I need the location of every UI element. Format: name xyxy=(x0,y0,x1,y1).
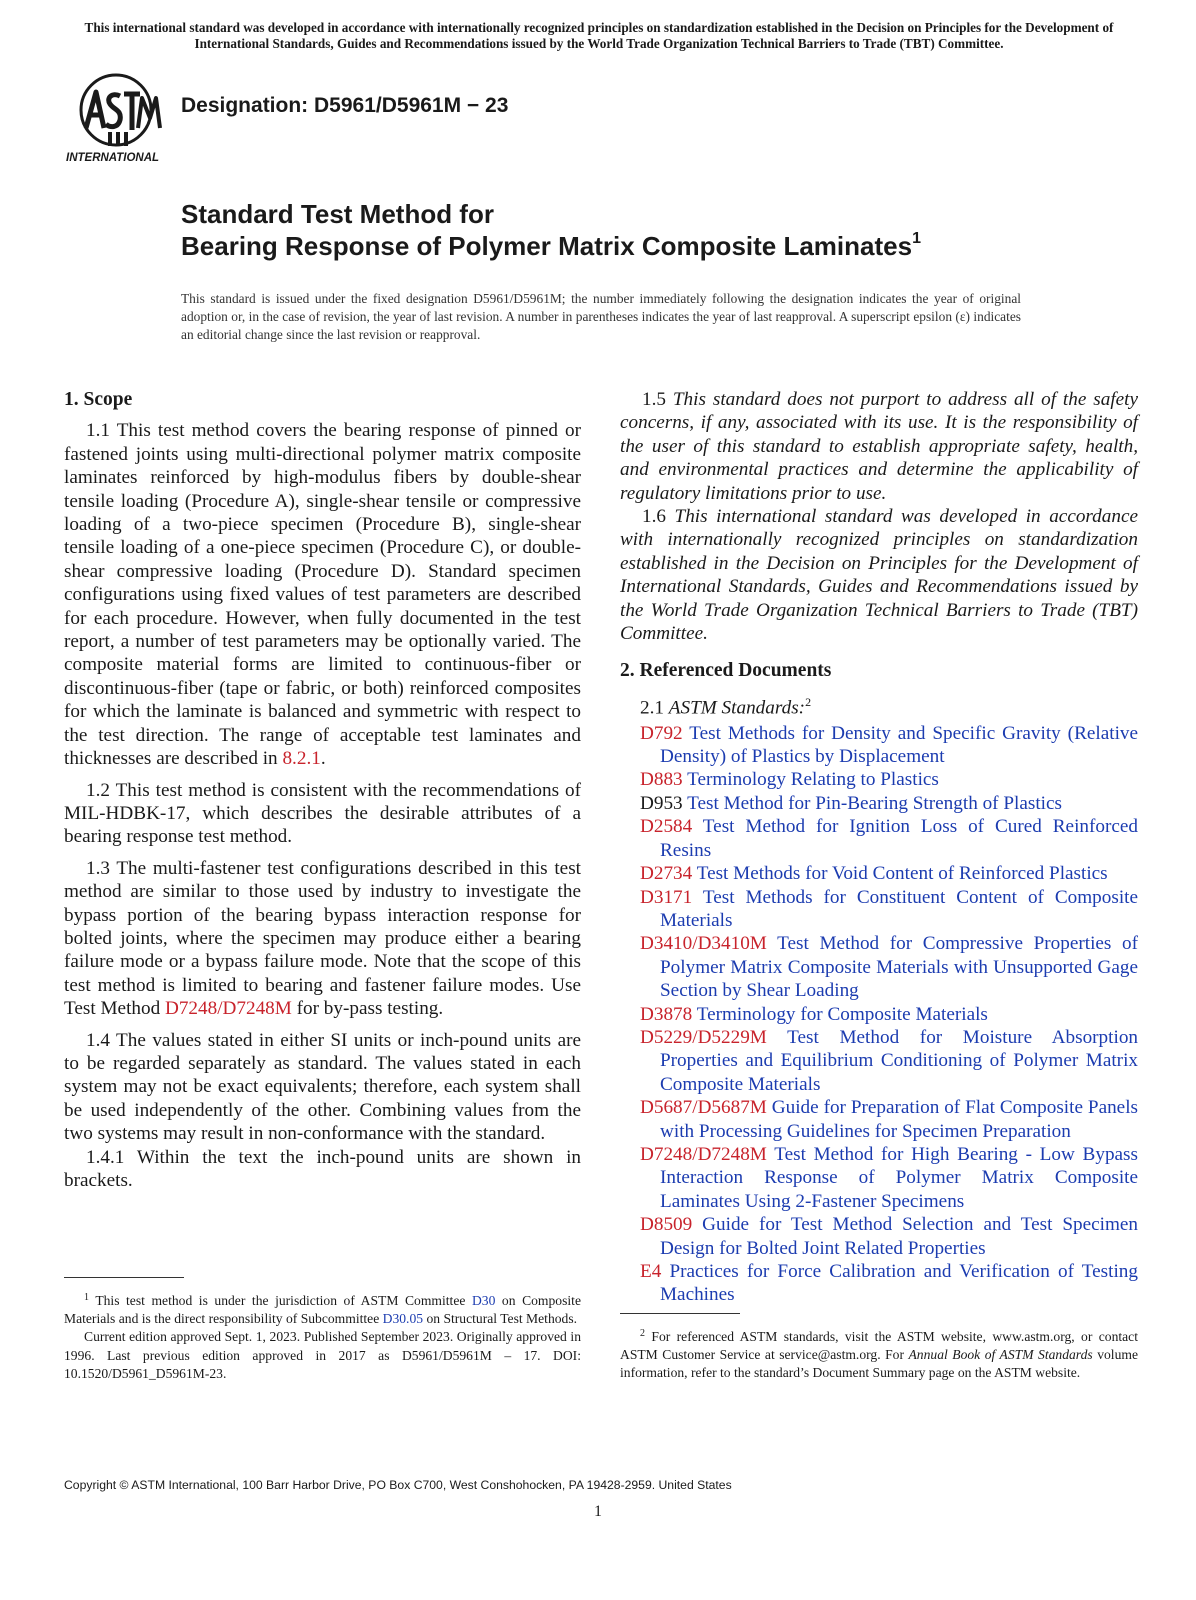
section-heading-scope: 1. Scope xyxy=(64,389,133,410)
footnote-2-marker: 2 xyxy=(640,1328,645,1339)
reference-title[interactable]: Test Method for High Bearing - Low Bypass Interaction Response of Polymer Matrix Composite Laminates Using 2-Fastener Specimens xyxy=(660,1143,1138,1212)
subheading-number: 2.1 xyxy=(640,697,669,719)
reference-code[interactable]: D3878 xyxy=(640,1003,693,1025)
reference-item[interactable] xyxy=(620,722,1138,769)
paragraph-1-5-number: 1.5 xyxy=(642,389,673,410)
title-footnote-marker: 1 xyxy=(912,230,921,247)
reference-item[interactable] xyxy=(620,1096,1138,1143)
reference-code[interactable]: D2734 xyxy=(640,863,693,885)
section-link-8-2-1[interactable]: 8.2.1 xyxy=(282,748,321,770)
footnote-divider xyxy=(64,1277,184,1278)
reference-code[interactable]: D5229/D5229M xyxy=(640,1026,767,1048)
footnote-1 xyxy=(64,1277,581,1383)
reference-title[interactable]: Test Methods for Density and Specific Gravity (Relative Density) of Plastics by Displacement xyxy=(660,722,1139,768)
logo-subtext: INTERNATIONAL xyxy=(66,152,160,164)
reference-code[interactable]: D5687/D5687M xyxy=(640,1097,767,1119)
reference-code[interactable]: E4 xyxy=(640,1261,662,1283)
title-line-2 xyxy=(181,230,1081,262)
reference-item[interactable] xyxy=(620,1026,1138,1096)
reference-code[interactable]: D2584 xyxy=(640,816,693,838)
wto-notice: This international standard was developed in accordance with internationally recognized principles on standardization established in the Decision on Principles for the Development of International Standards, Guides and Recommendations issued by the World Trade Organization Technical Barriers to Trade (TBT) Committee. xyxy=(84,20,1114,51)
reference-title[interactable]: Test Methods for Void Content of Reinforced Plastics xyxy=(696,863,1108,885)
footnote-1-text-c: on Structural Test Methods. xyxy=(423,1311,578,1327)
paragraph-1-1-end: . xyxy=(320,748,326,770)
reference-item[interactable] xyxy=(620,886,1138,933)
reference-title[interactable]: Terminology for Composite Materials xyxy=(696,1003,988,1025)
paragraph-1-4-1: 1.4.1 Within the text the inch-pound units are shown in brackets. xyxy=(64,1146,581,1191)
title-line-2-text: Bearing Response of Polymer Matrix Composite Laminates xyxy=(181,231,913,261)
footnote-1-text xyxy=(64,1292,581,1328)
designation: Designation: D5961/D5961M − 23 xyxy=(181,94,509,117)
paragraph-1-3-text-b: for by-pass testing. xyxy=(291,998,444,1020)
reference-title[interactable]: Guide for Preparation of Flat Composite Panels with Processing Guidelines for Specimen Preparation xyxy=(660,1097,1138,1142)
reference-title[interactable]: Test Method for Moisture Absorption Properties and Equilibrium Conditioning of Polymer Matrix Composite Materials xyxy=(660,1026,1139,1095)
reference-code[interactable]: D3410/D3410M xyxy=(640,933,767,955)
reference-list xyxy=(620,722,1138,1307)
footnote-2-text-a: For referenced ASTM standards, visit the ASTM website, www.astm.org, or contact ASTM Customer Service at service@astm.org. For xyxy=(620,1329,1138,1363)
reference-code[interactable]: D7248/D7248M xyxy=(640,1143,767,1165)
footnote-2 xyxy=(620,1313,1138,1383)
issue-note: This standard is issued under the fixed designation D5961/D5961M; the number immediately following the designation indicates the year of original adoption or, in the case of revision, the year of last revision. A number in parentheses indicates the year of last reapproval. A superscript epsilon (ε) indicates an editorial change since the last revision or reapproval. xyxy=(181,291,1021,342)
reference-code[interactable]: D792 xyxy=(640,722,683,744)
reference-item[interactable] xyxy=(620,768,1138,791)
footnote-2-text-b: volume information, refer to the standard’s Document Summary page on the ASTM website. xyxy=(620,1347,1138,1381)
reference-code: D953 xyxy=(640,792,683,814)
standard-link-d7248[interactable]: D7248/D7248M xyxy=(164,998,292,1020)
section-heading-referenced-documents: 2. Referenced Documents xyxy=(620,660,832,682)
reference-item[interactable] xyxy=(620,792,1138,815)
paragraph-1-5-text: This standard does not purport to address all of the safety concerns, if any, associated with its use. It is the responsibility of the user of this standard to establish appropriate safety, health, and environmental practices and determine the applicability of regulatory limitations prior to use. xyxy=(620,389,1139,504)
reference-title[interactable]: Test Method for Compressive Properties of Polymer Matrix Composite Materials with Unsupported Gage Section by Shear Loading xyxy=(660,933,1138,1002)
right-column xyxy=(620,388,1138,1307)
left-column xyxy=(64,388,581,1200)
paragraph-1-3 xyxy=(64,857,581,1021)
paragraph-1-6-text: This international standard was developed in accordance with internationally recognized principles on standardization established in the Decision on Principles for the Development of International Standards, Guides and Recommendations issued by the World Trade Organization Technical Barriers to Trade (TBT) Committee. xyxy=(620,506,1138,645)
paragraph-1-1-text: 1.1 This test method covers the bearing response of pinned or fastened joints using multi-directional polymer matrix composite laminates reinforced by high-modulus fibers by double-shear tensile loading (Procedure A), single-shear tensile or compressive loading of a two-piece specimen (Procedure B), single-shear tensile loading of a one-piece specimen (Procedure C), or double-shear compressive loading (Procedure D). Standard specimen configurations using fixed values of test parameters are described for each procedure. However, when fully documented in the test report, a number of test parameters may be optionally varied. The composite material forms are limited to continuous-fiber or discontinuous-fiber (tape or fabric, or both) reinforced composites for which the laminate is balanced and symmetric with respect to the test direction. The range of acceptable test laminates and thicknesses are described in xyxy=(64,420,581,770)
paragraph-1-6-number: 1.6 xyxy=(642,506,675,528)
reference-code[interactable]: D8509 xyxy=(640,1214,693,1236)
astm-standards-subheading xyxy=(620,691,1138,720)
paragraph-1-2: 1.2 This test method is consistent with the recommendations of MIL-HDBK-17, which describes the desirable attributes of a bearing response test method. xyxy=(64,779,581,848)
paragraph-1-6 xyxy=(620,505,1138,645)
reference-item[interactable] xyxy=(620,1260,1138,1307)
reference-title[interactable]: Test Method for Ignition Loss of Cured Reinforced Resins xyxy=(660,816,1139,861)
footnote-1-text-b: on Composite Materials and is the direct responsibility of Subcommittee xyxy=(64,1293,581,1327)
footnote-1-marker: 1 xyxy=(84,1292,89,1303)
paragraph-1-1 xyxy=(64,419,581,770)
subheading-label: ASTM Standards: xyxy=(668,697,806,719)
subheading-footnote-marker: 2 xyxy=(805,694,812,709)
reference-title[interactable]: Test Methods for Constituent Content of Composite Materials xyxy=(660,886,1139,931)
reference-item[interactable] xyxy=(620,1213,1138,1260)
paragraph-1-5 xyxy=(620,388,1138,505)
footnote-2-text xyxy=(620,1328,1138,1383)
reference-title[interactable]: Guide for Test Method Selection and Test Specimen Design for Bolted Joint Related Properties xyxy=(660,1214,1138,1259)
astm-logo xyxy=(66,70,170,166)
reference-item[interactable] xyxy=(620,815,1138,862)
document-title xyxy=(181,198,1081,262)
reference-item[interactable] xyxy=(620,932,1138,1002)
astm-logo-icon xyxy=(66,70,170,166)
committee-link-d30[interactable]: D30 xyxy=(471,1293,496,1308)
copyright-line: Copyright © ASTM International, 100 Barr Harbor Drive, PO Box C700, West Conshohocken, PA 19428-2959. United States xyxy=(64,1478,732,1492)
footnote-1-text-a: This test method is under the jurisdiction of ASTM Committee xyxy=(95,1293,472,1308)
footnote-2-italic: Annual Book of ASTM Standards xyxy=(908,1347,1093,1363)
reference-code[interactable]: D883 xyxy=(640,769,683,791)
footnote-divider xyxy=(620,1313,740,1314)
paragraph-1-3-text-a: 1.3 The multi-fastener test configurations described in this test method are similar to those used by industry to investigate the bypass portion of the bearing bypass interaction response for bolted joints, where the specimen may produce either a bearing failure mode or a bypass failure mode. Note that the scope of this test method is limited to bearing and fastener failure modes. Use Test Method xyxy=(64,857,581,1020)
subcommittee-link-d30-05[interactable]: D30.05 xyxy=(382,1311,424,1327)
reference-title[interactable]: Test Method for Pin-Bearing Strength of Plastics xyxy=(687,792,1062,814)
edition-note: Current edition approved Sept. 1, 2023. Published September 2023. Originally approved in 1996. Last previous edition approved in 2017 as D5961/D5961M – 17. DOI: 10.1520/D5961_D5961M-23. xyxy=(64,1329,581,1381)
reference-item[interactable] xyxy=(620,1003,1138,1026)
reference-item[interactable] xyxy=(620,862,1138,885)
title-line-1: Standard Test Method for xyxy=(181,199,494,229)
reference-title[interactable]: Practices for Force Calibration and Verification of Testing Machines xyxy=(660,1261,1138,1306)
reference-code[interactable]: D3171 xyxy=(640,886,693,908)
reference-item[interactable] xyxy=(620,1143,1138,1213)
page-number: 1 xyxy=(594,1503,602,1520)
reference-title[interactable]: Terminology Relating to Plastics xyxy=(687,769,939,791)
paragraph-1-4: 1.4 The values stated in either SI units or inch-pound units are to be regarded separately as standard. The values stated in each system may not be exact equivalents; therefore, each system shall be used independently of the other. Combining values from the two systems may result in non-conformance with the standard. xyxy=(64,1029,581,1145)
